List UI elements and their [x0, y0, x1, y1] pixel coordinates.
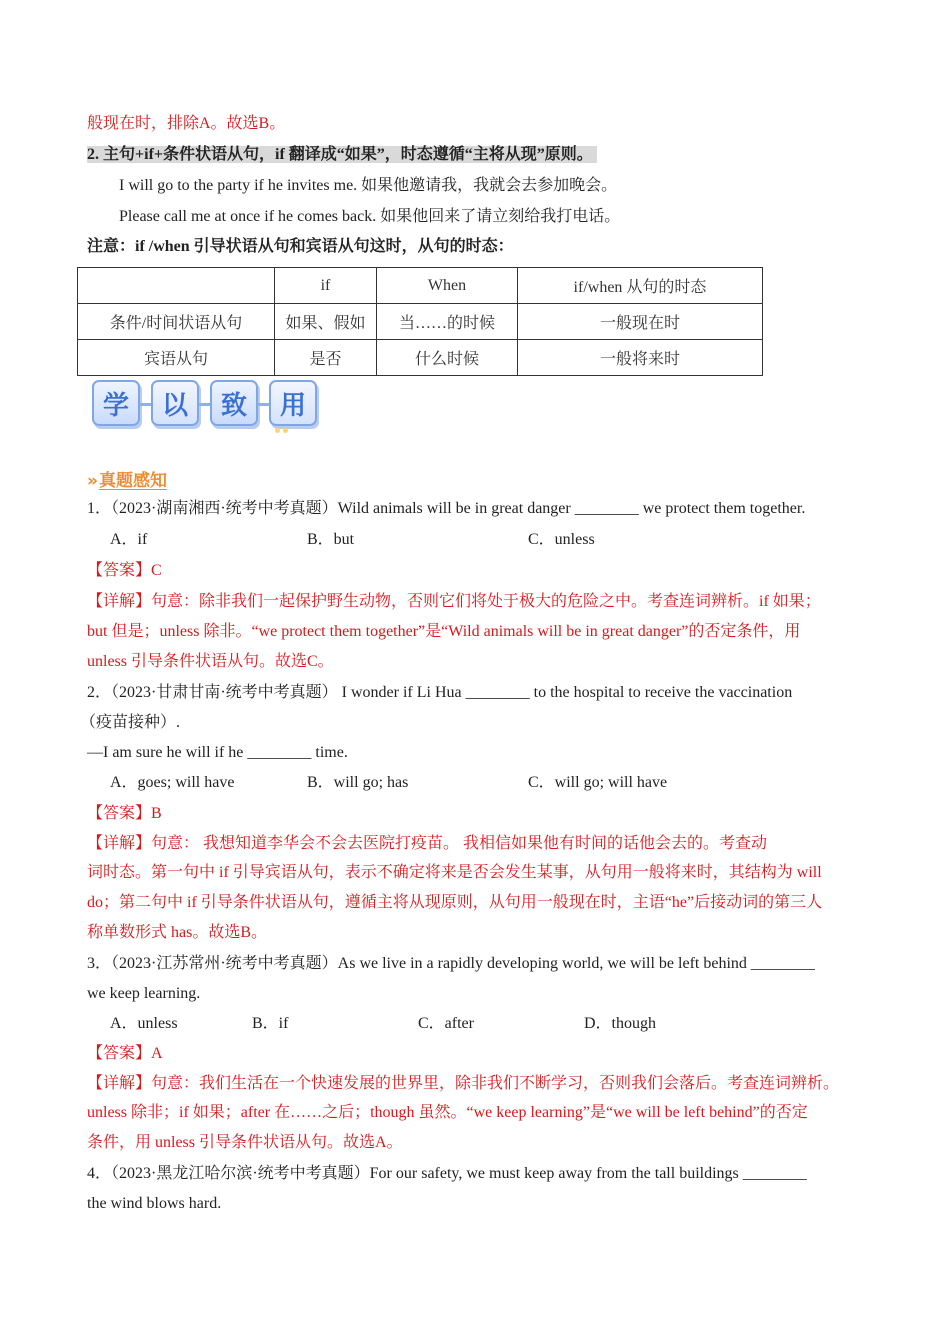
- question-2-stem-cont: （疫苗接种）.: [80, 714, 181, 731]
- table-cell: When: [377, 268, 518, 304]
- q1-detail-line: 【详解】句意：除非我们一起保护野生动物，否则它们将处于极大的危险之中。考查连词辨析。if 如果；: [87, 593, 821, 610]
- table-header-row: [78, 268, 763, 304]
- question-4-stem: 4．（2023·黑龙江哈尔滨·统考中考真题）For our safety, we must keep away from the tall buildings ________: [87, 1165, 807, 1182]
- table-cell: 一般将来时: [518, 340, 763, 376]
- q3-option-a: A．unless: [110, 1015, 178, 1032]
- q2-option-b: B．will go; has: [307, 774, 409, 791]
- q3-detail-line: 条件，用 unless 引导条件状语从句。故选A。: [87, 1134, 403, 1151]
- question-3-stem-cont: we keep learning.: [87, 985, 201, 1002]
- table-cell: 一般现在时: [518, 304, 763, 340]
- example-sentence-1: I will go to the party if he invites me. 如果他邀请我，我就会去参加晚会。: [119, 177, 618, 194]
- learn-apply-banner: [90, 378, 320, 432]
- continued-explanation-line: 般现在时，排除A。故选B。: [87, 115, 286, 132]
- note-line: 注意：if /when 引导状语从句和宾语从句这时，从句的时态：: [87, 238, 514, 255]
- tense-table: [77, 267, 763, 376]
- example-sentence-2: Please call me at once if he comes back. 如果他回来了请立刻给我打电话。: [119, 208, 621, 225]
- q1-answer: 【答案】C: [87, 562, 162, 579]
- section-heading: [87, 466, 167, 491]
- q1-detail-line: unless 引导条件状语从句。故选C。: [87, 653, 334, 670]
- section-title: 真题感知: [98, 471, 167, 491]
- question-4-stem-cont: the wind blows hard.: [87, 1195, 222, 1212]
- q3-detail-line: unless 除非；if 如果；after 在……之后；though 虽然。“we keep learning”是“we will be left behind”的否定: [87, 1104, 808, 1121]
- table-cell: [78, 268, 275, 304]
- rule-2-heading: [87, 145, 597, 165]
- question-1-stem: 1．（2023·湖南湘西·统考中考真题）Wild animals will be in great danger ________ we protect them together.: [87, 500, 806, 517]
- table-row: [78, 304, 763, 340]
- table-cell: 是否: [275, 340, 377, 376]
- q2-option-c: C．will go; will have: [528, 774, 668, 791]
- q1-option-a: A．if: [110, 531, 148, 548]
- q1-option-c: C．unless: [528, 531, 595, 548]
- q1-detail-line: but 但是；unless 除非。“we protect them together”是“Wild animals will be in great danger”的否定条件，用: [87, 623, 801, 640]
- table-cell: 如果、假如: [275, 304, 377, 340]
- decor-dots: [275, 420, 293, 426]
- question-2-reply: —I am sure he will if he ________ time.: [87, 744, 348, 761]
- q1-option-b: B．but: [307, 531, 355, 548]
- table-cell: if/when 从句的时态: [518, 268, 763, 304]
- q3-option-d: D．though: [584, 1015, 657, 1032]
- q3-answer: 【答案】A: [87, 1045, 163, 1062]
- table-cell: 什么时候: [377, 340, 518, 376]
- q3-option-c: C．after: [418, 1015, 474, 1032]
- badge-zhi: 致: [210, 380, 258, 426]
- rule-2-text: 2. 主句+if+条件状语从句，if 翻译成“如果”，时态遵循“主将从现”原则。: [87, 146, 597, 163]
- table-cell: 条件/时间状语从句: [78, 304, 275, 340]
- q2-detail-line: 称单数形式 has。故选B。: [87, 924, 268, 941]
- q2-detail-line: do；第二句中 if 引导条件状语从句，遵循主将从现原则，从句用一般现在时，主语“he”后接动词的第三人: [87, 894, 823, 911]
- table-row: [78, 340, 763, 376]
- table-cell: 宾语从句: [78, 340, 275, 376]
- q2-detail-line: 词时态。第一句中 if 引导宾语从句，表示不确定将来是否会发生某事，从句用一般将来时，其结构为 will: [87, 864, 822, 881]
- table-cell: if: [275, 268, 377, 304]
- badge-yong: 用: [269, 380, 317, 426]
- q3-option-b: B．if: [252, 1015, 289, 1032]
- double-chevron-icon: »: [87, 471, 93, 491]
- badge-xue: 学: [92, 380, 140, 426]
- q2-option-a: A．goes; will have: [110, 774, 235, 791]
- question-2-stem: 2．（2023·甘肃甘南·统考中考真题） I wonder if Li Hua ________ to the hospital to receive the vaccination: [87, 684, 793, 701]
- question-3-stem: 3．（2023·江苏常州·统考中考真题）As we live in a rapidly developing world, we will be left behind ________: [87, 955, 815, 972]
- table-cell: 当……的时候: [377, 304, 518, 340]
- badge-yi: 以: [151, 380, 199, 426]
- q2-answer: 【答案】B: [87, 805, 162, 822]
- q2-detail-line: 【详解】句意： 我想知道李华会不会去医院打疫苗。 我相信如果他有时间的话他会去的。考查动: [87, 835, 768, 852]
- q3-detail-line: 【详解】句意：我们生活在一个快速发展的世界里，除非我们不断学习，否则我们会落后。考查连词辨析。: [87, 1075, 840, 1092]
